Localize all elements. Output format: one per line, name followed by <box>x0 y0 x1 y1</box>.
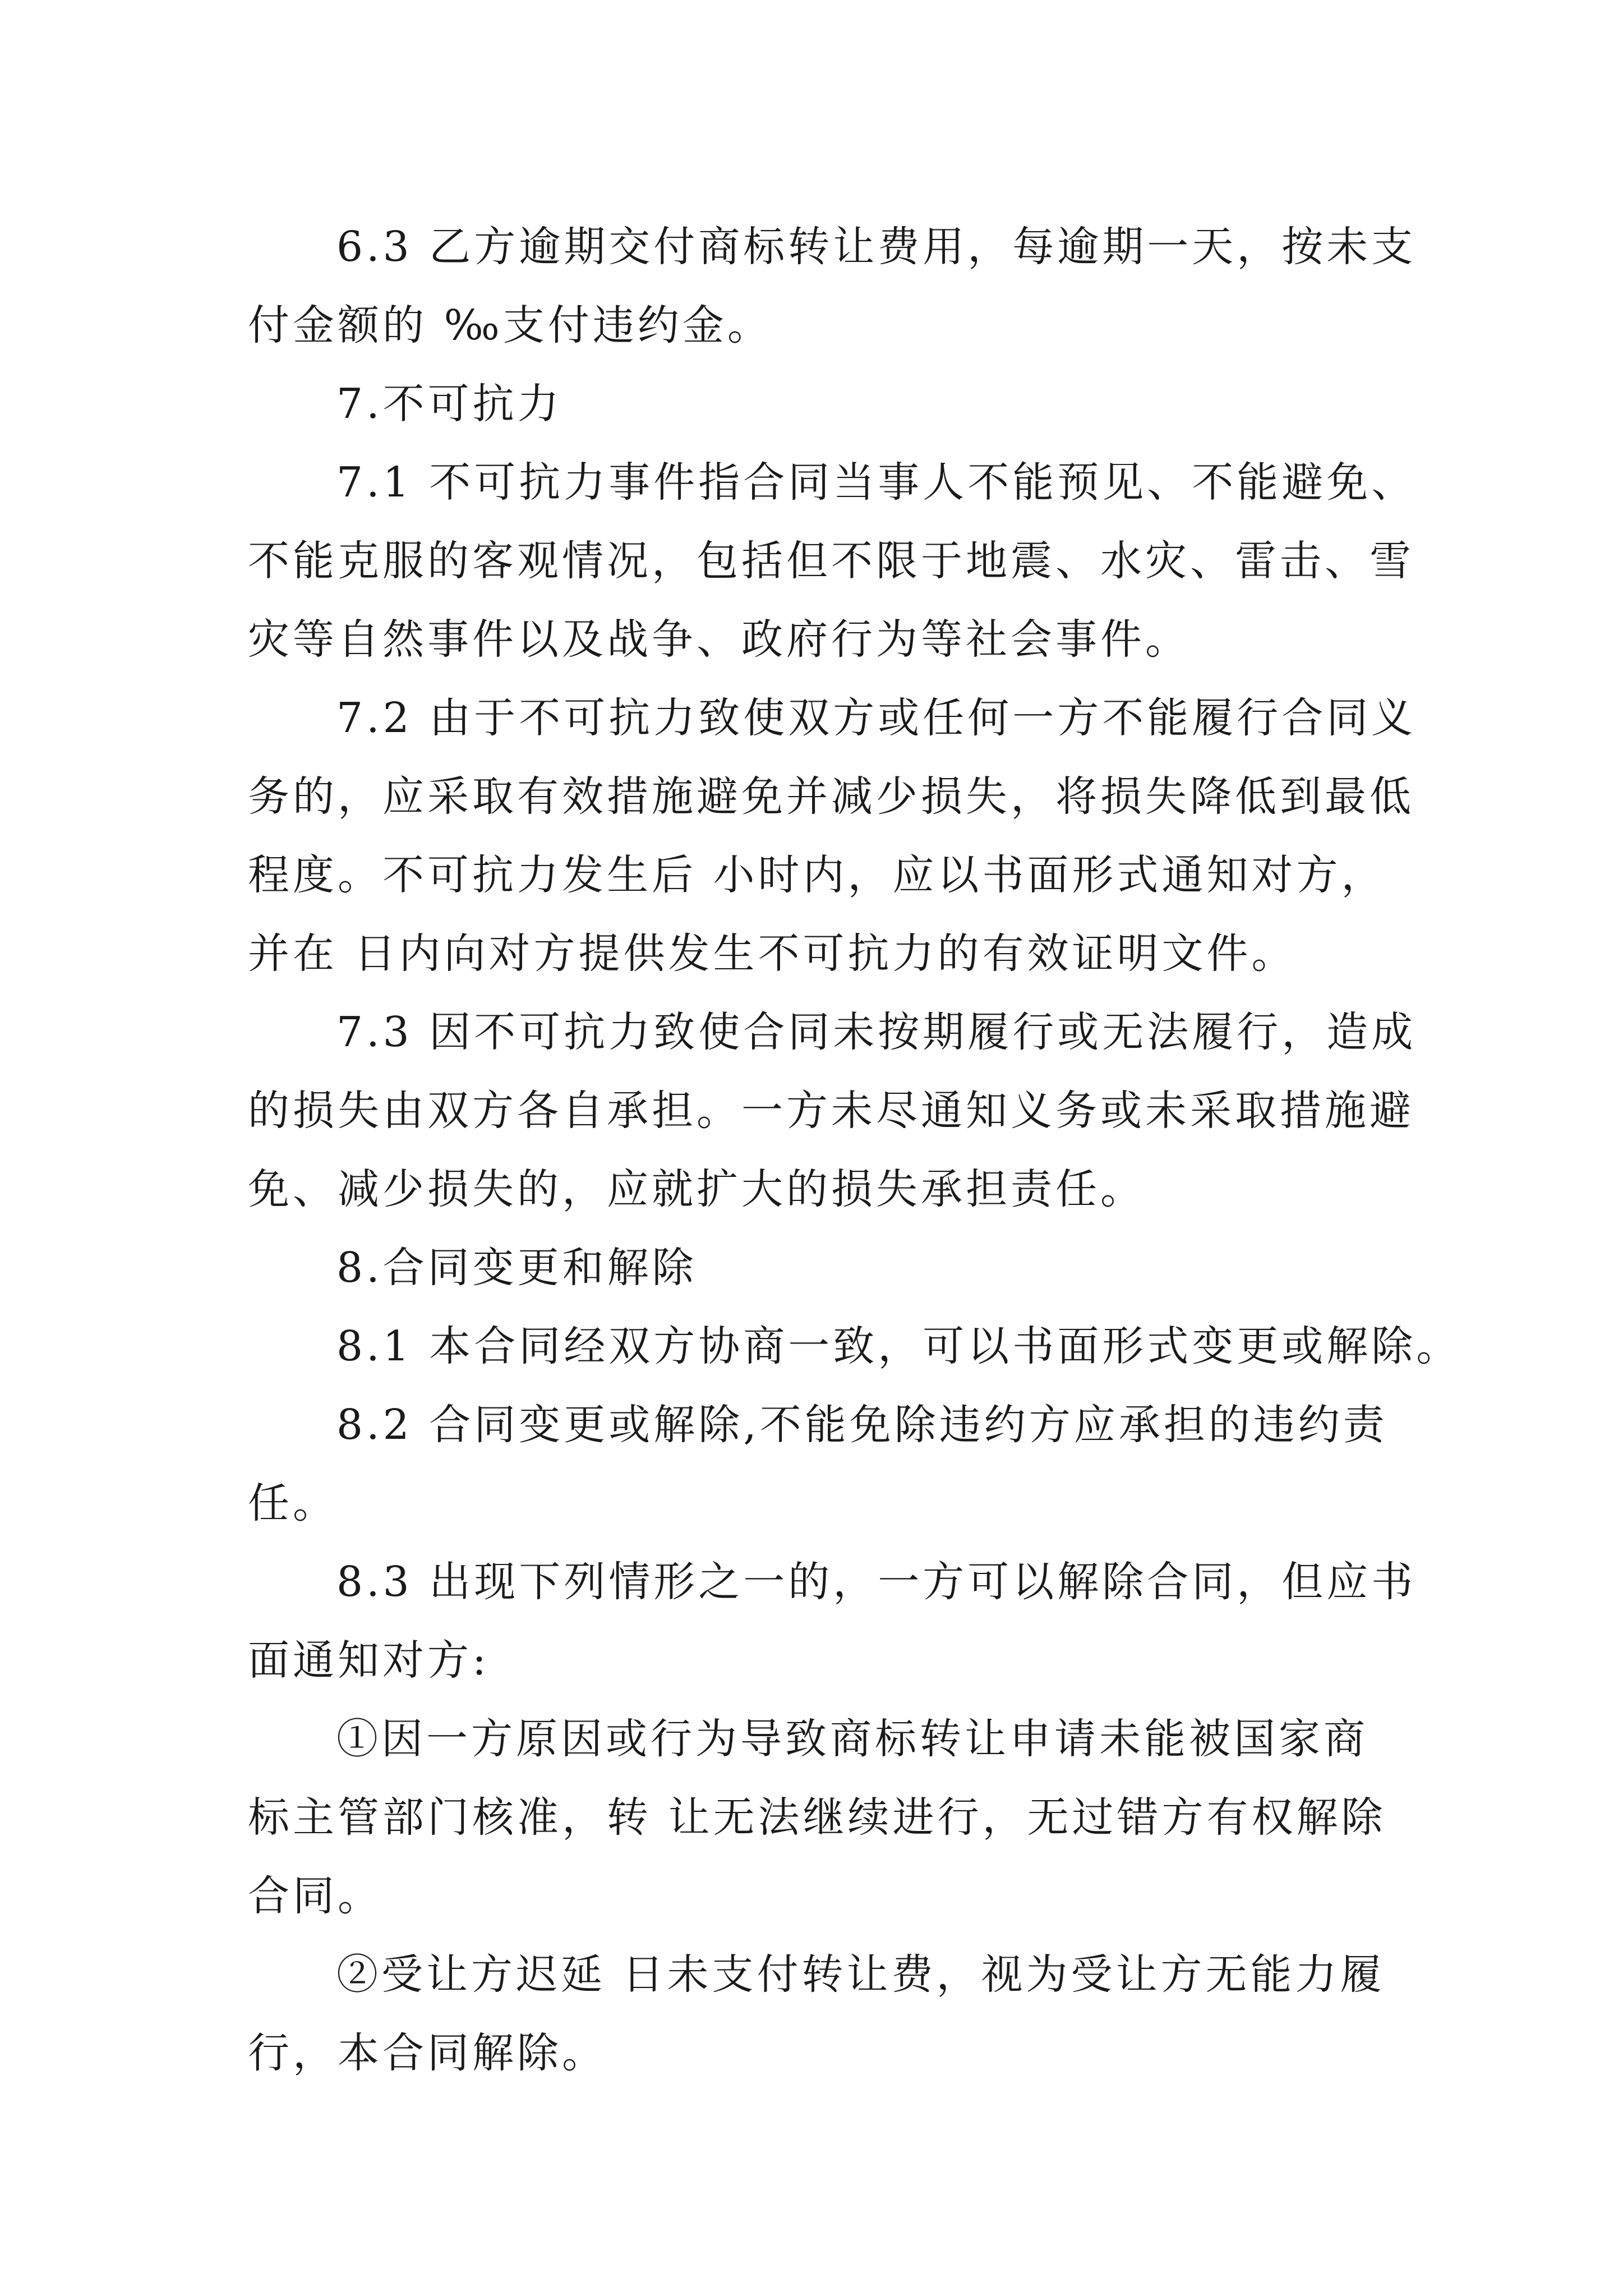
section-7-heading: 7.不可抗力 <box>336 380 562 428</box>
clause-8-1-line-1: 8.1 本合同经双方协商一致，可以书面形式变更或解除。 <box>336 1322 1461 1370</box>
item-1-line-1: ①因一方原因或行为导致商标转让申请未能被国家商 <box>336 1715 1368 1763</box>
clause-7-1-line-1: 7.1 不可抗力事件指合同当事人不能预见、不能避免、 <box>336 458 1417 507</box>
clause-7-3-line-3: 免、减少损失的，应就扩大的损失承担责任。 <box>248 1165 1145 1213</box>
clause-7-1-line-3: 灾等自然事件以及战争、政府行为等社会事件。 <box>248 615 1190 664</box>
clause-7-2-line-3: 程度。不可抗力发生后 小时内，应以书面形式通知对方， <box>248 851 1386 899</box>
clause-8-3-line-2: 面通知对方: <box>248 1636 490 1685</box>
item-1-line-2: 标主管部门核准，转 让无法继续进行，无过错方有权解除 <box>248 1793 1386 1842</box>
item-2-line-1: ②受让方迟延 日未支付转让费，视为受让方无能力履 <box>336 1950 1385 1999</box>
clause-7-2-line-1: 7.2 由于不可抗力致使双方或任何一方不能履行合同义 <box>336 694 1417 742</box>
clause-8-2-line-2: 任。 <box>248 1479 338 1527</box>
clause-7-1-line-2: 不能克服的客观情况，包括但不限于地震、水灾、雷击、雪 <box>248 537 1414 585</box>
clause-8-3-line-1: 8.3 出现下列情形之一的，一方可以解除合同，但应书 <box>336 1558 1417 1606</box>
clause-7-3-line-2: 的损失由双方各自承担。一方未尽通知义务或未采取措施避 <box>248 1087 1414 1135</box>
clause-6-3-line-1: 6.3 乙方逾期交付商标转让费用，每逾期一天，按未支 <box>336 223 1417 271</box>
item-2-line-2: 行，本合同解除。 <box>248 2029 607 2077</box>
clause-7-2-line-2: 务的，应采取有效措施避免并减少损失，将损失降低到最低 <box>248 772 1414 821</box>
clause-8-2-line-1: 8.2 合同变更或解除,不能免除违约方应承担的违约责 <box>336 1401 1388 1449</box>
section-8-heading: 8.合同变更和解除 <box>336 1244 697 1292</box>
clause-7-3-line-1: 7.3 因不可抗力致使合同未按期履行或无法履行，造成 <box>336 1008 1417 1056</box>
clause-6-3-line-2: 付金额的 ‰支付违约金。 <box>248 301 772 349</box>
clause-7-2-line-4: 并在 日内向对方提供发生不可抗力的有效证明文件。 <box>248 930 1297 978</box>
item-1-line-3: 合同。 <box>248 1872 382 1920</box>
